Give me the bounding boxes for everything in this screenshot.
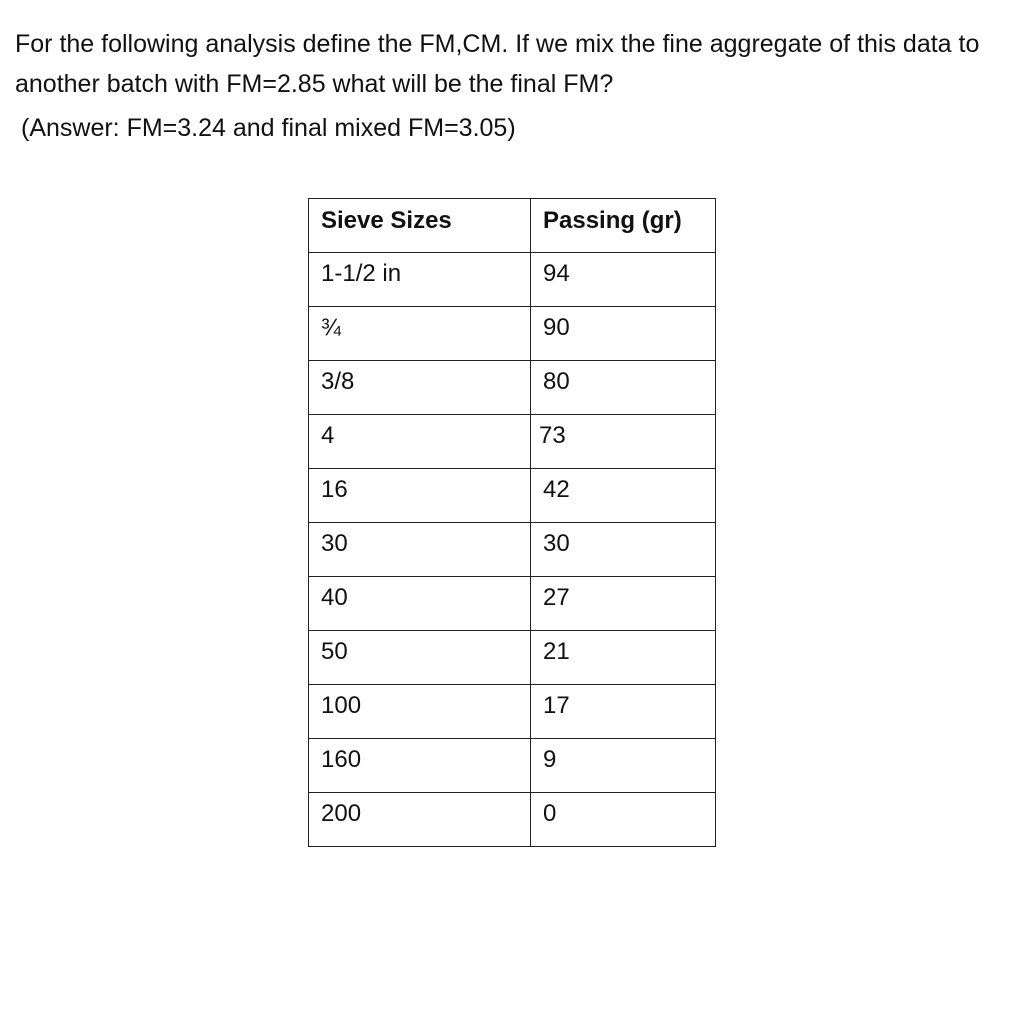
table-row: [309, 685, 716, 739]
sieve-size-cell: ¾: [309, 307, 531, 361]
sieve-size-cell: 4: [309, 415, 531, 469]
passing-cell: 21: [531, 631, 716, 685]
passing-cell: 0: [531, 793, 716, 847]
table-row: [309, 469, 716, 523]
header-passing: Passing (gr): [531, 199, 716, 253]
table-row: [309, 577, 716, 631]
sieve-size-cell: 200: [309, 793, 531, 847]
passing-cell: 90: [531, 307, 716, 361]
table-header-row: [309, 199, 716, 253]
table-row: [309, 739, 716, 793]
sieve-size-cell: 50: [309, 631, 531, 685]
passing-cell: 42: [531, 469, 716, 523]
passing-cell: 30: [531, 523, 716, 577]
table-row: [309, 253, 716, 307]
table-row: [309, 361, 716, 415]
sieve-size-cell: 16: [309, 469, 531, 523]
sieve-size-cell: 1-1/2 in: [309, 253, 531, 307]
answer-text: (Answer: FM=3.24 and final mixed FM=3.05): [21, 114, 516, 142]
table-row: [309, 415, 716, 469]
sieve-size-cell: 3/8: [309, 361, 531, 415]
header-sieve-sizes: Sieve Sizes: [309, 199, 531, 253]
table-row: [309, 523, 716, 577]
passing-cell: 9: [531, 739, 716, 793]
table-row: [309, 631, 716, 685]
passing-cell: 94: [531, 253, 716, 307]
passing-cell: 80: [531, 361, 716, 415]
sieve-analysis-table: [308, 198, 716, 847]
table-row: [309, 307, 716, 361]
question-text: For the following analysis define the FM,CM. If we mix the fine aggregate of this data to another batch with FM=2.85 what will be the final FM?: [15, 30, 980, 98]
sieve-size-cell: 40: [309, 577, 531, 631]
passing-cell: 73: [531, 415, 716, 469]
table-row: [309, 793, 716, 847]
sieve-size-cell: 30: [309, 523, 531, 577]
passing-cell: 17: [531, 685, 716, 739]
sieve-size-cell: 160: [309, 739, 531, 793]
sieve-size-cell: 100: [309, 685, 531, 739]
passing-cell: 27: [531, 577, 716, 631]
